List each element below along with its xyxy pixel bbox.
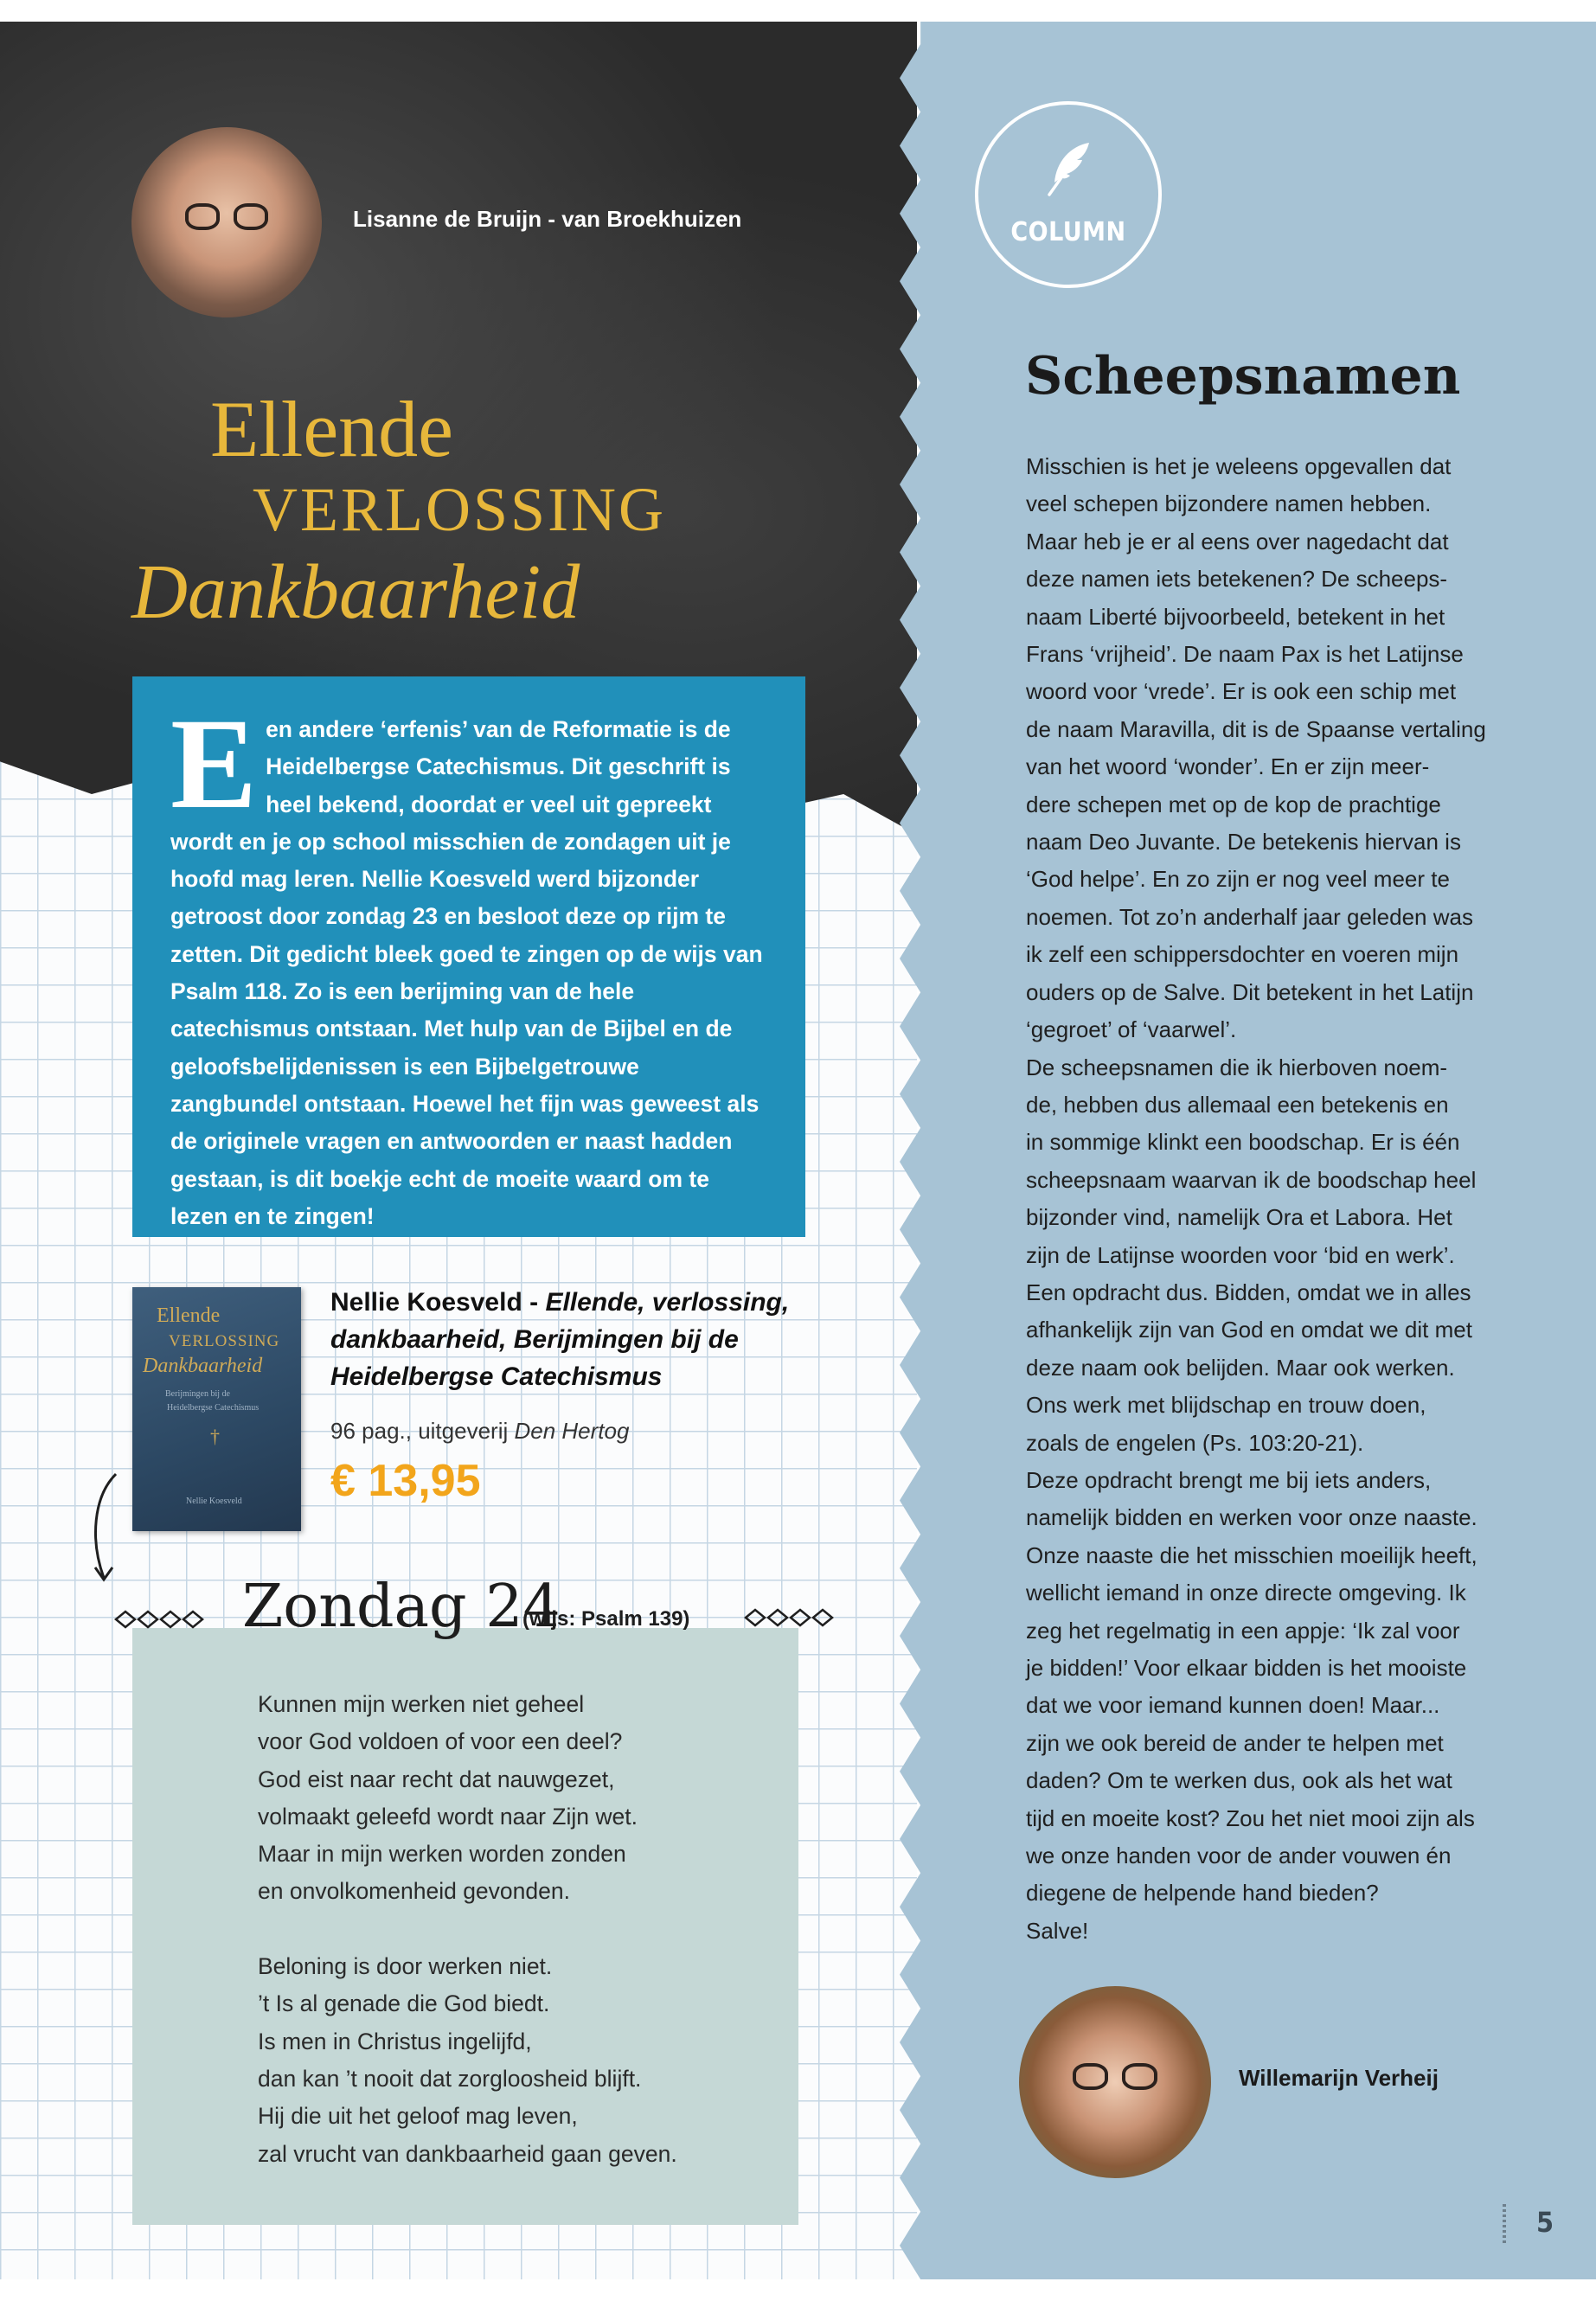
column-line: Een opdracht dus. Bidden, omdat we in alles [1026, 1279, 1471, 1305]
column-line: wellicht iemand in onze directe omgeving. Ik [1026, 1580, 1466, 1606]
title-dankbaarheid: Dankbaarheid [131, 549, 580, 635]
column-line: tijd en moeite kost? Zou het niet mooi zijn als [1026, 1804, 1475, 1831]
poem-line: Beloning is door werken niet. [258, 1953, 553, 1980]
column-line: van het woord ‘wonder’. En er zijn meer- [1026, 753, 1430, 780]
column-line: veel schepen bijzondere namen hebben. [1026, 490, 1432, 517]
poem-line: Maar in mijn werken worden zonden [258, 1841, 626, 1868]
column-line: Maar heb je er al eens over nagedacht dat [1026, 528, 1449, 554]
column-line: Ons werk met blijdschap en trouw doen, [1026, 1392, 1426, 1419]
book-info [330, 1284, 815, 1507]
column-line: zijn we ook bereid de ander te helpen met [1026, 1729, 1444, 1756]
column-line: de naam Maravilla, dit is de Spaanse vertaling [1026, 715, 1486, 742]
cover-subtitle-1: Berijmingen bij de [165, 1389, 230, 1399]
column-line: dere schepen met op de kop de prachtige [1026, 791, 1441, 817]
poem-line: voor God voldoen of voor een deel? [258, 1728, 623, 1755]
column-author-photo [1019, 1986, 1211, 2178]
book-price: € 13,95 [330, 1456, 481, 1506]
column-line: diegene de helpende hand bieden? [1026, 1880, 1379, 1907]
column-line: naam Liberté bijvoorbeeld, betekent in het [1026, 603, 1445, 630]
column-line: noemen. Tot zo’n anderhalf jaar geleden was [1026, 903, 1473, 930]
feather-icon [1044, 139, 1096, 198]
cover-title-1: Ellende [157, 1304, 221, 1327]
poem-line: ’t Is al genade die God biedt. [258, 1990, 550, 2017]
column-line: zijn de Latijnse woorden voor ‘bid en werk’. [1026, 1241, 1455, 1268]
cross-icon: † [210, 1426, 220, 1447]
column-line: Frans ‘vrijheid’. De naam Pax is het Latijnse [1026, 641, 1464, 668]
drop-cap: E [170, 692, 258, 836]
poem [258, 1686, 777, 2173]
stanza-gap [258, 1911, 777, 1948]
column-line: dat we voor iemand kunnen doen! Maar... [1026, 1692, 1440, 1719]
column-line: zoals de engelen (Ps. 103:20-21). [1026, 1429, 1364, 1456]
book-meta-prefix: 96 pag., uitgeverij [330, 1418, 515, 1444]
book-cover-image [132, 1287, 301, 1531]
poem-line: zal vrucht van dankbaarheid gaan geven. [258, 2140, 677, 2167]
zondag-title: Zondag 24 [242, 1573, 561, 1641]
poem-line: en onvolkomenheid gevonden. [258, 1878, 570, 1905]
column-line: daden? Om te werken dus, ook als het wat [1026, 1767, 1452, 1794]
column-line: je bidden!’ Voor elkaar bidden is het mooiste [1026, 1655, 1467, 1681]
column-line: zeg het regelmatig in een appje: ‘Ik zal voor [1026, 1617, 1460, 1644]
column-author-name: Willemarijn Verheij [1239, 2065, 1439, 2091]
column-line: namelijk bidden en werken voor onze naaste. [1026, 1504, 1477, 1531]
book-publisher: Den Hertog [514, 1418, 630, 1444]
cover-title-2: VERLOSSING [169, 1332, 280, 1350]
author-name: Lisanne de Bruijn - van Broekhuizen [353, 206, 742, 232]
column-line: deze naam ook belijden. Maar ook werken. [1026, 1354, 1455, 1381]
glasses-icon [185, 203, 269, 230]
poem-line: Hij die uit het geloof mag leven, [258, 2103, 578, 2130]
diamond-ornament-icon [112, 1606, 216, 1632]
column-line: De scheepsnamen die ik hierboven noem- [1026, 1054, 1448, 1080]
column-line: ouders op de Salve. Dit betekent in het Latijn [1026, 978, 1474, 1005]
column-line: de, hebben dus allemaal een betekenis en [1026, 1091, 1449, 1118]
column-badge [975, 101, 1162, 288]
column-body [1026, 448, 1510, 1950]
poem-line: Is men in Christus ingelijfd, [258, 2028, 532, 2054]
column-title: Scheepsnamen [1025, 346, 1461, 407]
book-title-text: Ellende, verlossing, dankbaarheid, Berijmingen bij de Heidelbergse Catechismus [330, 1288, 790, 1391]
column-line: afhankelijk zijn van God en omdat we dit met [1026, 1317, 1472, 1343]
column-line: naam Deo Juvante. De betekenis hiervan is [1026, 829, 1461, 856]
column-line: we onze handen voor de ander vouwen én [1026, 1843, 1452, 1869]
cover-title-3: Dankbaarheid [143, 1355, 263, 1377]
page-number-rule [1503, 2204, 1506, 2244]
poem-line: dan kan ’t nooit dat zorgloosheid blijft. [258, 2065, 642, 2092]
curved-arrow-icon [87, 1471, 138, 1592]
author-photo [131, 127, 322, 317]
book-meta [330, 1418, 815, 1445]
book-author: Nellie Koesveld - [330, 1288, 546, 1317]
column-line: in sommige klinkt een boodschap. Er is één [1026, 1129, 1460, 1156]
cover-author: Nellie Koesveld [186, 1497, 242, 1506]
column-line: bijzonder vind, namelijk Ora et Labora. Het [1026, 1204, 1452, 1231]
glasses-icon [1073, 2063, 1157, 2090]
page-number: 5 [1536, 2206, 1554, 2239]
title-ellende: Ellende [210, 385, 453, 473]
column-line: Salve! [1026, 1917, 1089, 1944]
column-line: ‘God helpe’. En zo zijn er nog veel meer te [1026, 866, 1450, 893]
column-line: Misschien is het je weleens opgevallen dat [1026, 453, 1452, 479]
poem-line: God eist naar recht dat nauwgezet, [258, 1766, 615, 1792]
column-line: scheepsnaam waarvan ik de boodschap heel [1026, 1166, 1477, 1193]
column-line: Onze naaste die het misschien moeilijk heeft, [1026, 1541, 1477, 1568]
title-verlossing: VERLOSSING [253, 475, 667, 544]
column-line: deze namen iets betekenen? De scheeps- [1026, 566, 1448, 593]
intro-box [132, 676, 805, 1237]
intro-text: en andere ‘erfenis’ van de Reformatie is de Heidelbergse Catechismus. Dit geschrift is heel bekend, doordat er veel uit gepreekt wordt en je op school misschien de zondagen uit je hoofd mag leren. Nellie Koesveld werd bijzonder getroost door zondag 23 en besloot deze op rijm te zetten. Dit gedicht bleek goed te zingen op de wijs van Psalm 118. Zo is een berijming van de hele catechismus ontstaan. Met hulp van de Bijbel en de geloofsbelijdenissen is een Bijbelgetrouwe zangbundel ontstaan. Hoewel het fijn was geweest als de originele vragen en antwoorden er naast hadden gestaan, is dit boekje echt de moeite waard om te lezen en te zingen! [170, 716, 763, 1229]
diamond-ornament-icon [742, 1605, 846, 1631]
column-line: woord voor ‘vrede’. Er is ook een schip met [1026, 678, 1457, 705]
column-line: Deze opdracht brengt me bij iets anders, [1026, 1466, 1432, 1493]
poem-line: Kunnen mijn werken niet geheel [258, 1691, 585, 1717]
zondag-subtitle: (wijs: Psalm 139) [522, 1607, 690, 1631]
column-line: ik zelf een schippersdochter en voeren mijn [1026, 941, 1459, 968]
book-title [330, 1284, 815, 1395]
cover-subtitle-2: Heidelbergse Catechismus [167, 1403, 260, 1413]
poem-line: volmaakt geleefd wordt naar Zijn wet. [258, 1803, 638, 1830]
badge-label: COLUMN [1010, 217, 1126, 247]
column-line: ‘gegroet’ of ‘vaarwel’. [1026, 1016, 1237, 1043]
